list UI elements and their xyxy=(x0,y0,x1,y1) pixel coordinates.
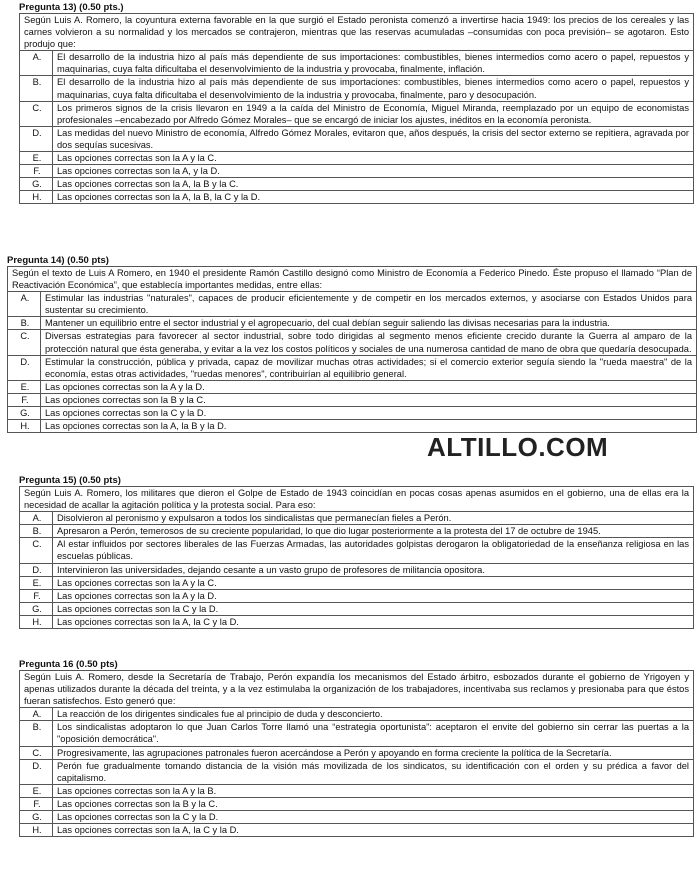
option-letter: C. xyxy=(8,330,41,354)
options-table xyxy=(7,291,697,433)
option-text: Al estar influidos por sectores liberales de las Fuerzas Armadas, las autoridades golpistas derogaron la obligatoriedad de la enseñanza religiosa en las escuelas públicas. xyxy=(57,539,689,562)
option-text: Apresaron a Perón, temerosos de su creciente popularidad, lo que dio lugar posteriormente a la protesta del 17 de octubre de 1945. xyxy=(57,526,601,537)
option-g[interactable] xyxy=(20,177,693,190)
option-letter: H. xyxy=(20,191,53,203)
option-f[interactable] xyxy=(20,589,693,602)
option-text: Las opciones correctas son la C y la D. xyxy=(57,603,219,614)
option-h[interactable] xyxy=(20,615,693,628)
option-letter: E. xyxy=(8,381,41,393)
option-letter: B. xyxy=(20,721,53,745)
question-title: Pregunta 14) (0.50 pts) xyxy=(7,255,109,266)
option-letter: A. xyxy=(20,512,53,524)
option-letter: G. xyxy=(8,407,41,419)
option-text: Las opciones correctas son la B y la C. xyxy=(57,798,218,809)
option-a[interactable] xyxy=(8,292,696,316)
option-text: Las opciones correctas son la A y la D. xyxy=(57,590,217,601)
question-15 xyxy=(19,475,694,629)
option-g[interactable] xyxy=(20,810,693,823)
option-text: Las opciones correctas son la A, la C y la D. xyxy=(57,825,239,836)
option-b[interactable] xyxy=(8,316,696,329)
option-letter: E. xyxy=(20,785,53,797)
option-letter: B. xyxy=(8,317,41,329)
option-letter: G. xyxy=(20,811,53,823)
option-text: Las opciones correctas son la C y la D. xyxy=(57,812,219,823)
option-letter: D. xyxy=(8,356,41,380)
question-title: Pregunta 16 (0.50 pts) xyxy=(19,659,118,670)
option-text: Perón fue gradualmente tomando distancia de la visión más movilizada de los sindicatos, su identificación con el orden y su prédica a favor del capitalismo. xyxy=(57,760,689,783)
option-g[interactable] xyxy=(8,406,696,419)
option-e[interactable] xyxy=(20,784,693,797)
option-text: Las medidas del nuevo Ministro de economía, Alfredo Gómez Morales, evitaron que, años después, la crisis del sector externo se repitiera, agravada por dos sequías sucesivas. xyxy=(57,127,689,150)
question-stem: Según el texto de Luis A Romero, en 1940 el presidente Ramón Castillo designó como Ministro de Economía a Federico Pinedo. Éste propuso el llamado “Plan de Reactivación Económica”, que establecía importantes medidas, entre ellas: xyxy=(7,266,697,291)
option-e[interactable] xyxy=(20,576,693,589)
option-letter: C. xyxy=(20,102,53,126)
option-letter: F. xyxy=(8,394,41,406)
option-e[interactable] xyxy=(8,380,696,393)
option-d[interactable] xyxy=(20,563,693,576)
question-16 xyxy=(19,659,694,837)
question-stem: Según Luis A. Romero, desde la Secretaría de Trabajo, Perón expandía los mecanismos del Estado árbitro, esbozados durante el gobierno de Yrigoyen y apenas utilizados durante la década del treinta, y a la vez estimulaba la organización de los trabajadores, incentivaba sus reclamos y presionaba para que éstos fueran satisfechos. Esto generó que: xyxy=(19,670,694,707)
option-letter: A. xyxy=(8,292,41,316)
option-letter: A. xyxy=(20,51,53,75)
option-a[interactable] xyxy=(20,512,693,524)
option-a[interactable] xyxy=(20,708,693,720)
option-h[interactable] xyxy=(20,190,693,203)
option-letter: F. xyxy=(20,798,53,810)
option-text: Las opciones correctas son la A, la C y la D. xyxy=(57,616,239,627)
option-letter: F. xyxy=(20,165,53,177)
option-c[interactable] xyxy=(20,537,693,562)
option-text: Estimular las industrias "naturales", capaces de producir eficientemente y de competir en los mercados externos, y asociarse con Estados Unidos para sustentar su crecimiento. xyxy=(45,293,692,316)
option-letter: D. xyxy=(20,127,53,151)
option-text: Las opciones correctas son la A, la B, la C y la D. xyxy=(57,192,261,203)
option-d[interactable] xyxy=(20,126,693,151)
option-d[interactable] xyxy=(20,759,693,784)
option-b[interactable] xyxy=(20,524,693,537)
option-h[interactable] xyxy=(20,823,693,836)
option-c[interactable] xyxy=(20,101,693,126)
option-letter: C. xyxy=(20,538,53,562)
option-letter: D. xyxy=(20,564,53,576)
option-text: Las opciones correctas son la A, y la D. xyxy=(57,166,220,177)
watermark-logo: ALTILLO.COM xyxy=(427,432,609,462)
option-text: Las opciones correctas son la A, la B y la D. xyxy=(45,421,227,432)
option-letter: B. xyxy=(20,76,53,100)
question-stem: Según Luis A. Romero, la coyuntura externa favorable en la que surgió el Estado peronista comenzó a invertirse hacia 1949: los precios de los cereales y las carnes volvieron a su normalidad y los mercados se contrajeron, mientras que las reservas acumuladas –consumidas con poca previsión– se agotaron. Esto produjo que: xyxy=(19,13,694,50)
option-text: Los sindicalistas adoptaron lo que Juan Carlos Torre llamó una “estrategia oportunista”: aceptaron el envite del gobierno sin cerrar las puertas a la "oposición democrática". xyxy=(57,722,689,745)
option-text: Las opciones correctas son la C y la D. xyxy=(45,408,207,419)
question-stem: Según Luis A. Romero, los militares que dieron el Golpe de Estado de 1943 coincidían en pocas cosas apenas asumidos en el gobierno, una de ellas era la necesidad de acallar la agitación política y la protesta social. Para eso: xyxy=(19,486,694,511)
question-14 xyxy=(7,255,697,433)
option-e[interactable] xyxy=(20,151,693,164)
option-text: Intervinieron las universidades, dejando cesante a un vasto grupo de profesores de militancia opositora. xyxy=(57,564,485,575)
option-b[interactable] xyxy=(20,720,693,745)
option-text: Estimular la construcción, pública y privada, capaz de movilizar muchas otras actividades; si el comercio exterior seguía siendo la "rueda maestra" de la economía, estas otras actividades, "ruedas menores", contribuirían al equilibrio general. xyxy=(45,356,692,379)
option-f[interactable] xyxy=(20,164,693,177)
question-title: Pregunta 15) (0.50 pts) xyxy=(19,475,121,486)
option-letter: B. xyxy=(20,525,53,537)
options-table xyxy=(19,511,694,629)
option-text: Progresivamente, las agrupaciones patronales fueron acercándose a Perón y apoyando en forma creciente la política de la Secretaría. xyxy=(57,747,612,758)
option-text: Las opciones correctas son la A, la B y la C. xyxy=(57,179,239,190)
option-letter: H. xyxy=(8,420,41,432)
option-letter: F. xyxy=(20,590,53,602)
option-c[interactable] xyxy=(8,329,696,354)
option-f[interactable] xyxy=(8,393,696,406)
option-letter: H. xyxy=(20,824,53,836)
option-b[interactable] xyxy=(20,75,693,100)
option-text: El desarrollo de la industria hizo al país más dependiente de sus importaciones: combustibles, bienes intermedios como acero o papel, repuestos y maquinarias, cuya falta dificultaba el desenvolvimiento de la industria y provocaba, finalmente, paro y desocupación. xyxy=(57,77,689,100)
option-letter: G. xyxy=(20,178,53,190)
option-d[interactable] xyxy=(8,355,696,380)
option-letter: D. xyxy=(20,760,53,784)
option-text: Los primeros signos de la crisis llevaron en 1949 a la caída del Ministro de Economía, Miguel Miranda, reemplazado por un equipo de economistas profesionales –encabezado por Alfredo Gómez Morales– que se encargó de iniciar los ajustes, inéditos en la economía peronista. xyxy=(57,102,689,125)
option-text: Las opciones correctas son la B y la C. xyxy=(45,394,206,405)
option-text: Las opciones correctas son la A y la D. xyxy=(45,381,205,392)
option-text: La reacción de los dirigentes sindicales fue al principio de duda y desconcierto. xyxy=(57,709,383,720)
options-table xyxy=(19,50,694,204)
option-text: Disolvieron al peronismo y expulsaron a todos los sindicalistas que permanecían fieles a Perón. xyxy=(57,513,452,524)
option-letter: C. xyxy=(20,747,53,759)
option-h[interactable] xyxy=(8,419,696,432)
option-text: Mantener un equilibrio entre el sector industrial y el agropecuario, del cual debían seguir saliendo las divisas necesarias para la industria. xyxy=(45,318,610,329)
option-text: Diversas estrategias para favorecer al sector industrial, sobre todo dirigidas al segmento menos eficiente crecido durante la Guerra al amparo de la protección natural que ésta generaba, y evitar a la vez los costos políticos y sociales de una numerosa cantidad de mano de obra que quedaría desocupada. xyxy=(45,331,692,354)
option-text: Las opciones correctas son la A y la C. xyxy=(57,153,217,164)
option-f[interactable] xyxy=(20,797,693,810)
option-text: El desarrollo de la industria hizo al país más dependiente de sus importaciones: combustibles, bienes intermedios como acero o papel, repuestos y maquinarias, cuya falta dificultaba el desenvolvimiento de la industria y provocaba, finalmente, inflación. xyxy=(57,52,689,75)
option-letter: A. xyxy=(20,708,53,720)
option-letter: H. xyxy=(20,616,53,628)
option-g[interactable] xyxy=(20,602,693,615)
option-letter: G. xyxy=(20,603,53,615)
option-letter: E. xyxy=(20,577,53,589)
option-c[interactable] xyxy=(20,746,693,759)
options-table xyxy=(19,707,694,837)
option-text: Las opciones correctas son la A y la B. xyxy=(57,785,217,796)
option-text: Las opciones correctas son la A y la C. xyxy=(57,577,217,588)
question-13 xyxy=(19,2,694,204)
option-letter: E. xyxy=(20,152,53,164)
question-title: Pregunta 13) (0.50 pts.) xyxy=(19,2,124,13)
option-a[interactable] xyxy=(20,51,693,75)
